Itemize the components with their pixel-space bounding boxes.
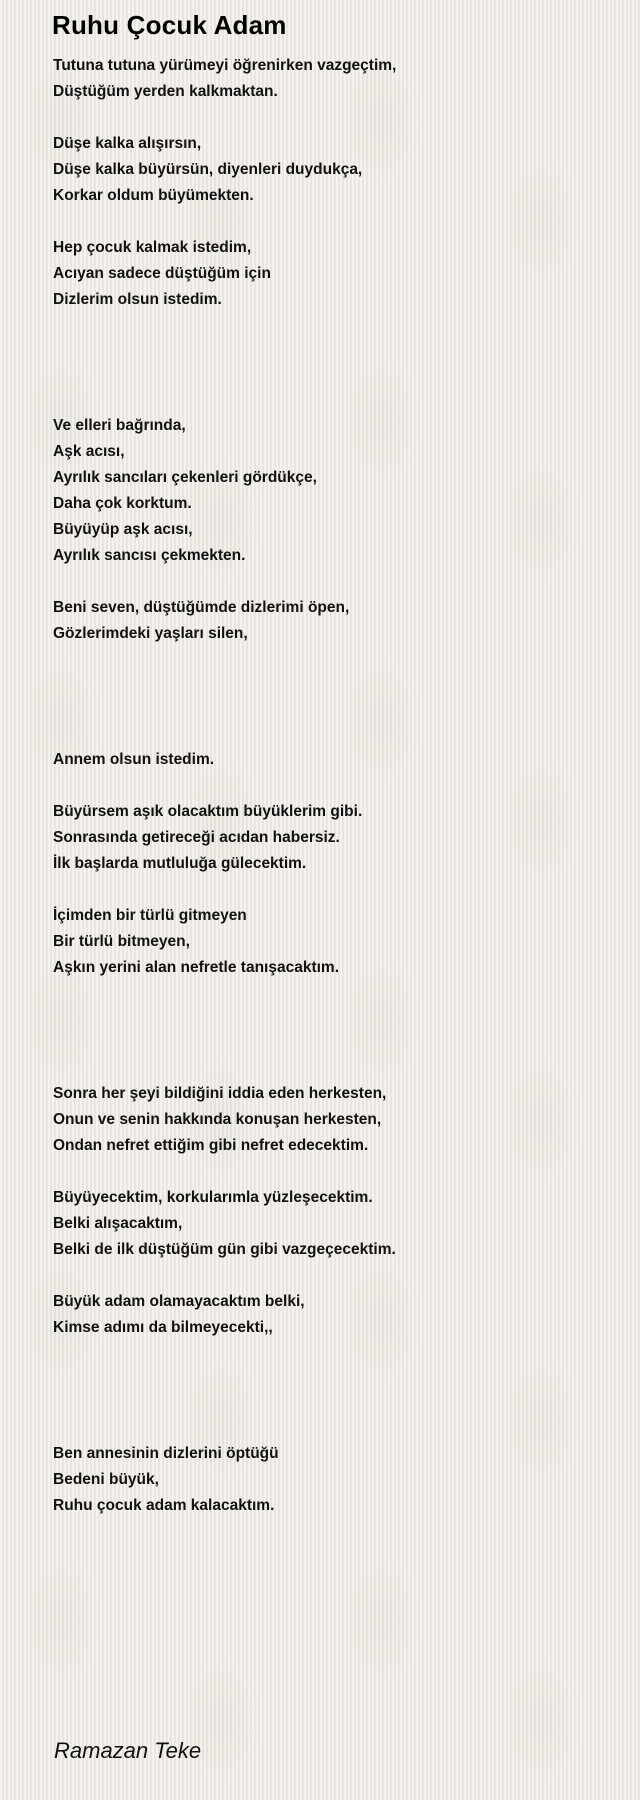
stanza-gap: [53, 209, 613, 235]
poem-line: Düşe kalka büyürsün, diyenleri duydukça,: [53, 161, 363, 178]
poem-line: Ruhu çocuk adam kalacaktım.: [53, 1497, 275, 1514]
poem-line: Belki de ilk düştüğüm gün gibi vazgeçecektim.: [53, 1241, 396, 1258]
poem-line: Belki alışacaktım,: [53, 1215, 183, 1232]
stanza-gap: [53, 773, 613, 799]
poem-line: Dizlerim olsun istedim.: [53, 291, 222, 308]
poem-stanza: [53, 131, 613, 209]
poem-line: Ondan nefret ettiğim gibi nefret edecektim.: [53, 1137, 369, 1154]
poem-stanza: [53, 413, 613, 569]
poem-line: Annem olsun istedim.: [53, 751, 215, 768]
poem-line: Büyürsem aşık olacaktım büyüklerim gibi.: [53, 803, 363, 820]
poem-stanza: [53, 747, 613, 773]
poem-stanza: [53, 903, 613, 981]
poem-line: Kimse adımı da bilmeyecekti,,: [53, 1319, 273, 1336]
stanza-gap: [53, 569, 613, 595]
poem-title: Ruhu Çocuk Adam: [52, 10, 287, 40]
poem-line: Ve elleri bağrında,: [53, 417, 186, 434]
poem-line: Büyüyüp aşk acısı,: [53, 521, 193, 538]
stanza-gap: [53, 877, 613, 903]
poem-line: Büyük adam olamayacaktım belki,: [53, 1293, 305, 1310]
poem-line: Ayrılık sancısı çekmekten.: [53, 547, 246, 564]
poem-line: Aşkın yerini alan nefretle tanışacaktım.: [53, 959, 340, 976]
poem-stanza: [53, 1289, 613, 1341]
poem-line: Aşk acısı,: [53, 443, 125, 460]
poem-line: Korkar oldum büyümekten.: [53, 187, 254, 204]
poem-stanza: [53, 53, 613, 105]
poem-body: [53, 53, 613, 1519]
stanza-gap: [53, 105, 613, 131]
poem-stanza: [53, 1185, 613, 1263]
poem-line: Ben annesinin dizlerini öptüğü: [53, 1445, 279, 1462]
section-gap: [53, 647, 613, 747]
poem-line: Beni seven, düştüğümde dizlerimi öpen,: [53, 599, 350, 616]
poem-line: Sonra her şeyi bildiğini iddia eden herkesten,: [53, 1085, 387, 1102]
poem-line: Bir türlü bitmeyen,: [53, 933, 190, 950]
poem-line: Acıyan sadece düştüğüm için: [53, 265, 271, 282]
poem-line: Onun ve senin hakkında konuşan herkesten,: [53, 1111, 382, 1128]
poem-line: Ayrılık sancıları çekenleri gördükçe,: [53, 469, 317, 486]
poem-line: Hep çocuk kalmak istedim,: [53, 239, 252, 256]
section-gap: [53, 981, 613, 1081]
poem-stanza: [53, 595, 613, 647]
poem-author: Ramazan Teke: [54, 1738, 202, 1763]
poem-line: Tutuna tutuna yürümeyi öğrenirken vazgeçtim,: [53, 57, 397, 74]
poem-line: İçimden bir türlü gitmeyen: [53, 907, 247, 924]
poem-line: Bedeni büyük,: [53, 1471, 159, 1488]
poem-line: Düşe kalka alışırsın,: [53, 135, 202, 152]
poem-line: Sonrasında getireceği acıdan habersiz.: [53, 829, 340, 846]
poem-stanza: [53, 1441, 613, 1519]
poem-line: İlk başlarda mutluluğa gülecektim.: [53, 855, 307, 872]
poem-line: Düştüğüm yerden kalkmaktan.: [53, 83, 278, 100]
poem-stanza: [53, 799, 613, 877]
poem-stanza: [53, 1081, 613, 1159]
poem-line: Gözlerimdeki yaşları silen,: [53, 625, 248, 642]
section-gap: [53, 1341, 613, 1441]
poem-line: Daha çok korktum.: [53, 495, 192, 512]
poem-line: Büyüyecektim, korkularımla yüzleşecektim.: [53, 1189, 373, 1206]
section-gap: [53, 313, 613, 413]
poem-stanza: [53, 235, 613, 313]
stanza-gap: [53, 1263, 613, 1289]
stanza-gap: [53, 1159, 613, 1185]
